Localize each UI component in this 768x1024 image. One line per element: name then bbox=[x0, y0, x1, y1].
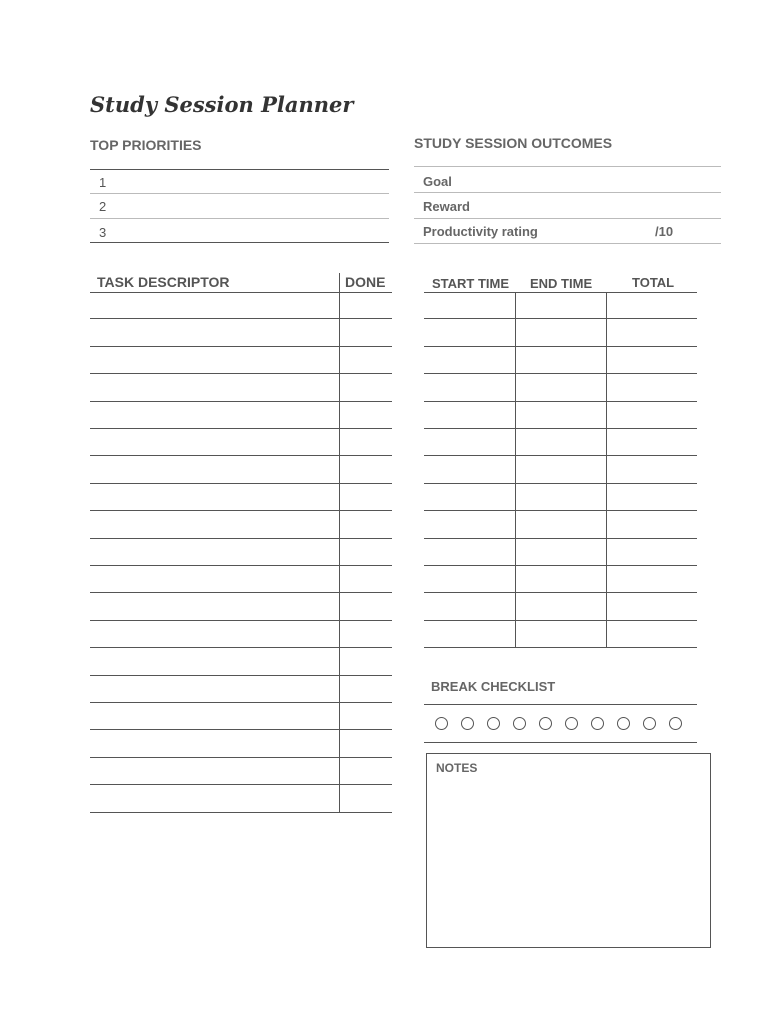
done-cell-separator bbox=[339, 758, 340, 784]
break-circle-icon[interactable] bbox=[461, 717, 474, 730]
time-cell-separator bbox=[515, 429, 516, 455]
done-cell-separator bbox=[339, 511, 340, 537]
task-row[interactable] bbox=[90, 703, 392, 730]
time-cell-separator bbox=[606, 402, 607, 428]
task-row[interactable] bbox=[90, 758, 392, 785]
time-cell-separator bbox=[606, 539, 607, 565]
done-cell-separator bbox=[339, 484, 340, 510]
task-row[interactable] bbox=[90, 785, 392, 812]
task-row[interactable] bbox=[90, 648, 392, 675]
break-circle-icon[interactable] bbox=[435, 717, 448, 730]
break-circle-icon[interactable] bbox=[669, 717, 682, 730]
time-cell-separator bbox=[515, 402, 516, 428]
time-cell-separator bbox=[515, 511, 516, 537]
done-cell-separator bbox=[339, 676, 340, 702]
task-row[interactable] bbox=[90, 456, 392, 483]
task-row[interactable] bbox=[90, 676, 392, 703]
priority-2-rule bbox=[90, 218, 389, 219]
time-cell-separator bbox=[515, 484, 516, 510]
time-row[interactable] bbox=[424, 621, 697, 648]
outcomes-top-rule bbox=[414, 166, 721, 167]
break-circle-icon[interactable] bbox=[565, 717, 578, 730]
time-row[interactable] bbox=[424, 566, 697, 593]
task-row[interactable] bbox=[90, 347, 392, 374]
time-cell-separator bbox=[606, 593, 607, 619]
break-circle-icon[interactable] bbox=[539, 717, 552, 730]
task-row[interactable] bbox=[90, 374, 392, 401]
done-header: DONE bbox=[345, 274, 386, 290]
task-row[interactable] bbox=[90, 539, 392, 566]
productivity-rule bbox=[414, 243, 721, 244]
goal-label: Goal bbox=[423, 174, 452, 189]
task-header-separator bbox=[339, 273, 340, 293]
task-row[interactable] bbox=[90, 429, 392, 456]
time-cell-separator bbox=[515, 374, 516, 400]
reward-label: Reward bbox=[423, 199, 470, 214]
priority-2-number: 2 bbox=[99, 199, 107, 214]
notes-box[interactable] bbox=[426, 753, 711, 948]
task-row[interactable] bbox=[90, 292, 392, 319]
break-circle-icon[interactable] bbox=[591, 717, 604, 730]
priority-1-number: 1 bbox=[99, 175, 107, 190]
time-row[interactable] bbox=[424, 402, 697, 429]
priority-3-number: 3 bbox=[99, 225, 107, 240]
task-row[interactable] bbox=[90, 730, 392, 757]
time-cell-separator bbox=[606, 511, 607, 537]
done-cell-separator bbox=[339, 374, 340, 400]
time-cell-separator bbox=[606, 456, 607, 482]
done-cell-separator bbox=[339, 785, 340, 811]
time-cell-separator bbox=[515, 621, 516, 647]
time-row[interactable] bbox=[424, 292, 697, 319]
time-row[interactable] bbox=[424, 429, 697, 456]
task-row[interactable] bbox=[90, 484, 392, 511]
time-row[interactable] bbox=[424, 593, 697, 620]
time-row[interactable] bbox=[424, 319, 697, 346]
time-cell-separator bbox=[515, 456, 516, 482]
outcomes-label: STUDY SESSION OUTCOMES bbox=[414, 135, 613, 151]
done-cell-separator bbox=[339, 429, 340, 455]
time-cell-separator bbox=[515, 566, 516, 592]
break-top-rule bbox=[424, 704, 697, 705]
page-title: Study Session Planner bbox=[90, 92, 354, 117]
priorities-top-rule bbox=[90, 169, 389, 170]
total-header: TOTAL bbox=[632, 275, 675, 290]
done-cell-separator bbox=[339, 292, 340, 318]
reward-rule bbox=[414, 218, 721, 219]
time-row[interactable] bbox=[424, 484, 697, 511]
done-cell-separator bbox=[339, 593, 340, 619]
end-time-header: END TIME bbox=[530, 276, 593, 291]
time-row[interactable] bbox=[424, 347, 697, 374]
task-descriptor-header: TASK DESCRIPTOR bbox=[97, 274, 230, 290]
task-row[interactable] bbox=[90, 593, 392, 620]
time-row[interactable] bbox=[424, 374, 697, 401]
break-circle-icon[interactable] bbox=[513, 717, 526, 730]
task-row[interactable] bbox=[90, 511, 392, 538]
time-cell-separator bbox=[606, 347, 607, 373]
done-cell-separator bbox=[339, 621, 340, 647]
priorities-bottom-rule bbox=[90, 242, 389, 243]
done-cell-separator bbox=[339, 730, 340, 756]
time-cell-separator bbox=[606, 429, 607, 455]
done-cell-separator bbox=[339, 402, 340, 428]
notes-label: NOTES bbox=[436, 761, 478, 775]
productivity-label: Productivity rating bbox=[423, 224, 538, 239]
priority-1-rule bbox=[90, 193, 389, 194]
time-cell-separator bbox=[515, 292, 516, 318]
time-row[interactable] bbox=[424, 539, 697, 566]
top-priorities-label: TOP PRIORITIES bbox=[90, 137, 202, 153]
task-row[interactable] bbox=[90, 621, 392, 648]
break-circle-icon[interactable] bbox=[617, 717, 630, 730]
break-circle-icon[interactable] bbox=[487, 717, 500, 730]
time-cell-separator bbox=[606, 292, 607, 318]
time-cell-separator bbox=[606, 319, 607, 345]
task-row[interactable] bbox=[90, 319, 392, 346]
productivity-suffix: /10 bbox=[655, 224, 674, 239]
time-cell-separator bbox=[515, 539, 516, 565]
done-cell-separator bbox=[339, 566, 340, 592]
time-cell-separator bbox=[606, 484, 607, 510]
done-cell-separator bbox=[339, 319, 340, 345]
time-cell-separator bbox=[606, 374, 607, 400]
done-cell-separator bbox=[339, 456, 340, 482]
time-row[interactable] bbox=[424, 456, 697, 483]
break-bottom-rule bbox=[424, 742, 697, 743]
time-cell-separator bbox=[515, 593, 516, 619]
time-cell-separator bbox=[606, 621, 607, 647]
task-row[interactable] bbox=[90, 566, 392, 593]
break-circle-icon[interactable] bbox=[643, 717, 656, 730]
done-cell-separator bbox=[339, 347, 340, 373]
break-checklist-label: BREAK CHECKLIST bbox=[431, 679, 556, 694]
done-cell-separator bbox=[339, 648, 340, 674]
time-cell-separator bbox=[606, 566, 607, 592]
time-cell-separator bbox=[515, 347, 516, 373]
done-cell-separator bbox=[339, 703, 340, 729]
goal-rule bbox=[414, 192, 721, 193]
start-time-header: START TIME bbox=[432, 276, 510, 291]
time-cell-separator bbox=[515, 319, 516, 345]
done-cell-separator bbox=[339, 539, 340, 565]
time-row[interactable] bbox=[424, 511, 697, 538]
task-row[interactable] bbox=[90, 402, 392, 429]
